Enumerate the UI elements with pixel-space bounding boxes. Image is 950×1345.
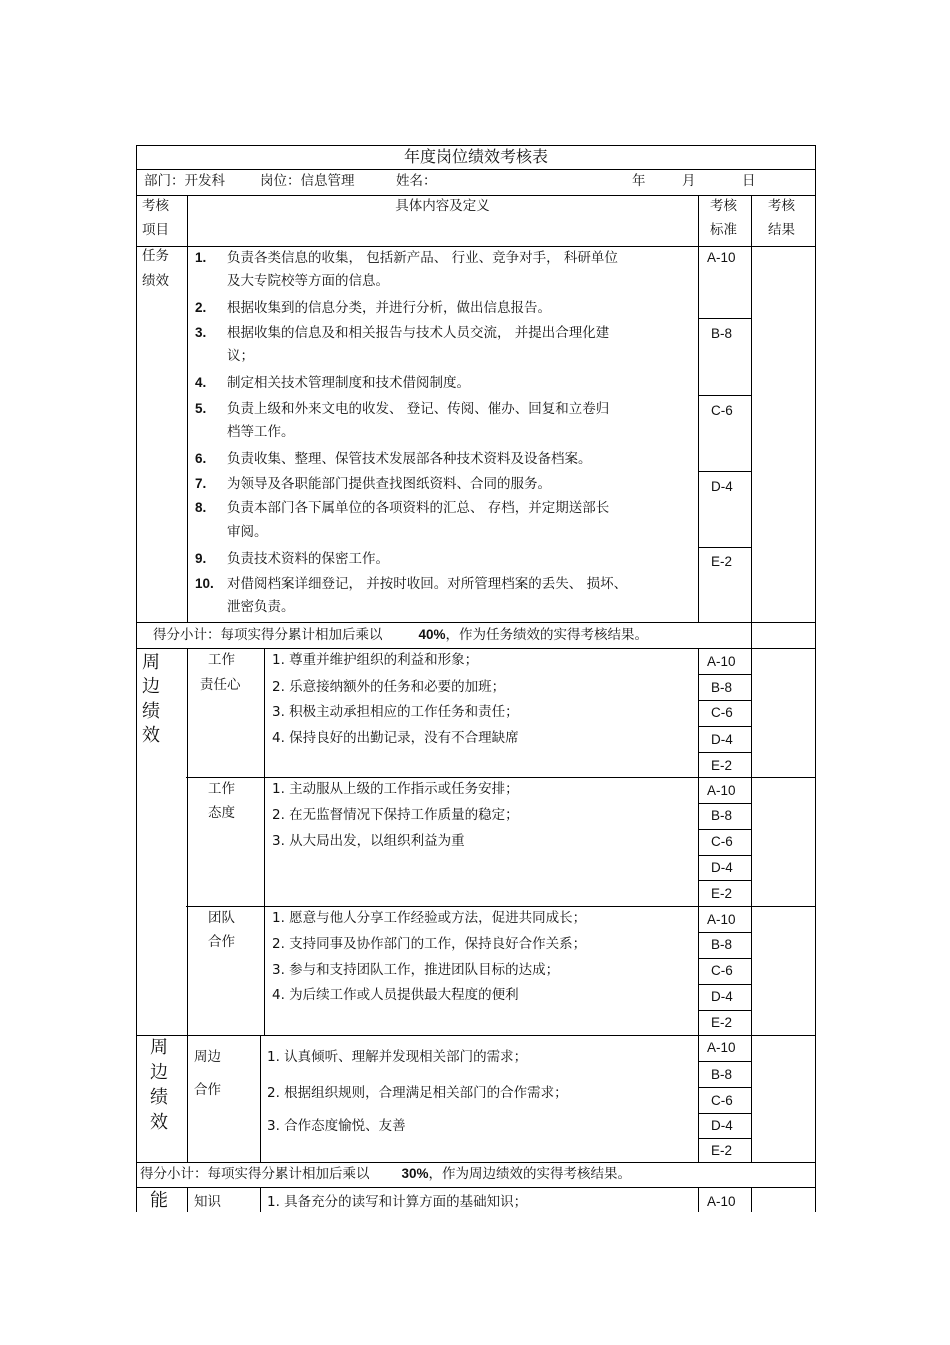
rule — [698, 726, 752, 727]
grade-a: A-10 — [707, 1194, 736, 1209]
grade-c: C-6 — [711, 834, 733, 849]
grade-d: D-4 — [711, 479, 733, 494]
task-item-text: 为领导及各职能部门提供查找图纸资料、合同的服务。 — [227, 476, 551, 492]
list-item: 2. 根据组织规则，合理满足相关部门的合作需求； — [267, 1085, 568, 1101]
rule — [136, 246, 816, 247]
rule — [136, 622, 816, 623]
peripheral-label: 周 — [150, 1037, 168, 1058]
border-right — [815, 145, 816, 1212]
list-item: 3. 合作态度愉悦、友善 — [267, 1118, 406, 1134]
rule — [698, 1010, 752, 1011]
task-item-text: 负责上级和外来文电的收发、 登记、传阅、催办、回复和立卷归 — [227, 401, 610, 417]
peripheral-label: 周 — [142, 652, 160, 673]
subtotal-text: ，作为周边绩效的实得考核结果。 — [428, 1166, 632, 1182]
task-item-text: 泄密负责。 — [227, 599, 295, 615]
rule — [136, 648, 816, 649]
appraisal-form — [136, 145, 816, 1212]
task-item-text: 负责各类信息的收集， 包括新产品、 行业、竞争对手， 科研单位 — [227, 250, 618, 266]
rule — [698, 855, 752, 856]
rule — [698, 1087, 752, 1088]
list-item: 1. 具备充分的读写和计算方面的基础知识； — [267, 1194, 528, 1210]
rule — [698, 674, 752, 675]
rule — [698, 803, 752, 804]
rule — [698, 547, 752, 548]
rule — [698, 1138, 752, 1139]
list-item: 2. 在无监督情况下保持工作质量的稳定； — [272, 807, 519, 823]
task-item-text: 负责本部门各下属单位的各项资料的汇总、 存档，并定期送部长 — [227, 500, 610, 516]
header-item: 考核 — [142, 198, 169, 214]
list-item: 1. 主动服从上级的工作指示或任务安排； — [272, 781, 519, 797]
year-label: 年 — [632, 173, 646, 189]
group-label: 知识 — [194, 1194, 221, 1210]
grade-d: D-4 — [711, 1118, 733, 1133]
subtotal-text: 得分小计：每项实得分累计相加后乘以 — [153, 627, 383, 643]
group-label: 工作 — [208, 652, 235, 668]
rule — [698, 1113, 752, 1114]
task-subtotal — [153, 626, 648, 644]
rule — [698, 1187, 699, 1212]
task-item-text: 及大专院校等方面的信息。 — [227, 273, 389, 289]
header-result: 考核 — [768, 198, 795, 214]
rule — [698, 648, 699, 1035]
grade-c: C-6 — [711, 403, 733, 418]
subtotal-percent: 30% — [401, 1166, 429, 1181]
grade-c: C-6 — [711, 705, 733, 720]
rule — [187, 1187, 188, 1212]
task-item-text: 负责技术资料的保密工作。 — [227, 551, 389, 567]
grade-e: E-2 — [711, 1143, 733, 1158]
task-item-number: 8. — [195, 500, 207, 515]
rule — [260, 1187, 261, 1212]
group-label: 团队 — [208, 910, 235, 926]
list-item: 1. 认真倾听、理解并发现相关部门的需求； — [267, 1049, 528, 1065]
task-item-number: 10. — [195, 576, 214, 591]
task-item-text: 档等工作。 — [227, 424, 295, 440]
grade-d: D-4 — [711, 989, 733, 1004]
list-item: 2. 支持同事及协作部门的工作，保持良好合作关系； — [272, 936, 587, 952]
grade-b: B-8 — [711, 808, 733, 823]
rule — [698, 1035, 699, 1162]
rule — [751, 195, 752, 1162]
task-item-text: 对借阅档案详细登记， 并按时收回。对所管理档案的丢失、 损坏、 — [227, 576, 628, 592]
subtotal-percent: 40% — [418, 627, 446, 642]
rule — [136, 1035, 816, 1036]
rule — [698, 700, 752, 701]
task-item-number: 7. — [195, 476, 207, 491]
peripheral-label: 边 — [142, 676, 160, 697]
task-item-text: 制定相关技术管理制度和技术借阅制度。 — [227, 375, 470, 391]
group-label: 合作 — [194, 1082, 221, 1098]
group-label: 态度 — [208, 805, 235, 821]
grade-e: E-2 — [711, 1015, 733, 1030]
grade-e: E-2 — [711, 886, 733, 901]
list-item: 4. 为后续工作或人员提供最大程度的便利 — [272, 987, 519, 1003]
group-label: 工作 — [208, 781, 235, 797]
rule — [698, 395, 752, 396]
list-item: 3. 从大局出发，以组织利益为重 — [272, 833, 465, 849]
grade-d: D-4 — [711, 860, 733, 875]
rule — [186, 906, 816, 907]
task-item-text: 负责收集、整理、保管技术发展部各种技术资料及设备档案。 — [227, 451, 592, 467]
day-label: 日 — [742, 173, 756, 189]
grade-a: A-10 — [707, 783, 736, 798]
rule — [698, 958, 752, 959]
list-item: 1. 尊重并维护组织的利益和形象； — [272, 652, 479, 668]
header-content: 具体内容及定义 — [395, 198, 490, 214]
grade-e: E-2 — [711, 758, 733, 773]
task-item-text: 审阅。 — [227, 524, 268, 540]
grade-a: A-10 — [707, 912, 736, 927]
rule — [698, 984, 752, 985]
rule — [187, 195, 188, 622]
peripheral-label: 边 — [150, 1062, 168, 1083]
task-item-text: 根据收集的信息及和相关报告与技术人员交流， 并提出合理化建 — [227, 325, 610, 341]
rule — [698, 318, 752, 319]
rule — [698, 829, 752, 830]
list-item: 3. 参与和支持团队工作，推进团队目标的达成； — [272, 962, 560, 978]
grade-e: E-2 — [711, 554, 733, 569]
rule — [136, 1187, 816, 1188]
list-item: 2. 乐意接纳额外的任务和必要的加班； — [272, 679, 506, 695]
peripheral-subtotal — [140, 1165, 631, 1183]
header-result: 结果 — [768, 222, 795, 238]
task-item-number: 9. — [195, 551, 207, 566]
rule — [260, 1035, 261, 1162]
peripheral-label: 绩 — [150, 1087, 168, 1108]
task-label: 任务 — [142, 248, 169, 264]
rule — [187, 1035, 188, 1162]
task-item-text: 根据收集到的信息分类，并进行分析，做出信息报告。 — [227, 300, 551, 316]
peripheral-label: 绩 — [142, 701, 160, 722]
rule — [187, 648, 188, 1035]
group-label: 合作 — [208, 934, 235, 950]
rule — [136, 1162, 816, 1163]
task-item-text: 议； — [227, 348, 254, 364]
border-left — [136, 145, 137, 1212]
rule — [698, 471, 752, 472]
list-item: 1. 愿意与他人分享工作经验或方法，促进共同成长； — [272, 910, 587, 926]
grade-a: A-10 — [707, 250, 736, 265]
grade-b: B-8 — [711, 937, 733, 952]
rule — [136, 195, 816, 196]
grade-b: B-8 — [711, 680, 733, 695]
post-field: 岗位：信息管理 — [260, 173, 355, 189]
peripheral-label: 效 — [142, 725, 160, 746]
name-field: 姓名： — [396, 173, 437, 189]
rule — [698, 932, 752, 933]
group-label: 责任心 — [200, 677, 241, 693]
month-label: 月 — [682, 173, 696, 189]
list-item: 4. 保持良好的出勤记录，没有不合理缺席 — [272, 730, 519, 746]
header-item: 项目 — [142, 222, 169, 238]
task-item-number: 3. — [195, 325, 207, 340]
header-standard: 标准 — [710, 222, 737, 238]
peripheral-label: 效 — [150, 1112, 168, 1133]
rule — [698, 1061, 752, 1062]
ability-label: 能 — [150, 1190, 168, 1211]
grade-b: B-8 — [711, 1067, 733, 1082]
task-item-number: 6. — [195, 451, 207, 466]
dept-field: 部门：开发科 — [144, 173, 225, 189]
rule — [698, 880, 752, 881]
grade-c: C-6 — [711, 1093, 733, 1108]
task-label: 绩效 — [142, 273, 169, 289]
list-item: 3. 积极主动承担相应的工作任务和责任； — [272, 704, 519, 720]
task-item-number: 4. — [195, 375, 207, 390]
subtotal-text: 得分小计：每项实得分累计相加后乘以 — [140, 1166, 370, 1182]
rule — [186, 777, 816, 778]
task-item-number: 1. — [195, 250, 207, 265]
rule — [264, 648, 265, 1035]
task-item-number: 2. — [195, 300, 207, 315]
subtotal-text: ，作为任务绩效的实得考核结果。 — [445, 627, 649, 643]
rule — [698, 195, 699, 622]
rule — [136, 169, 816, 170]
header-standard: 考核 — [710, 198, 737, 214]
form-title: 年度岗位绩效考核表 — [403, 147, 548, 166]
rule — [698, 752, 752, 753]
group-label: 周边 — [194, 1049, 221, 1065]
grade-a: A-10 — [707, 1040, 736, 1055]
rule — [751, 1187, 752, 1212]
task-item-number: 5. — [195, 401, 207, 416]
grade-a: A-10 — [707, 654, 736, 669]
grade-b: B-8 — [711, 326, 733, 341]
grade-d: D-4 — [711, 732, 733, 747]
grade-c: C-6 — [711, 963, 733, 978]
